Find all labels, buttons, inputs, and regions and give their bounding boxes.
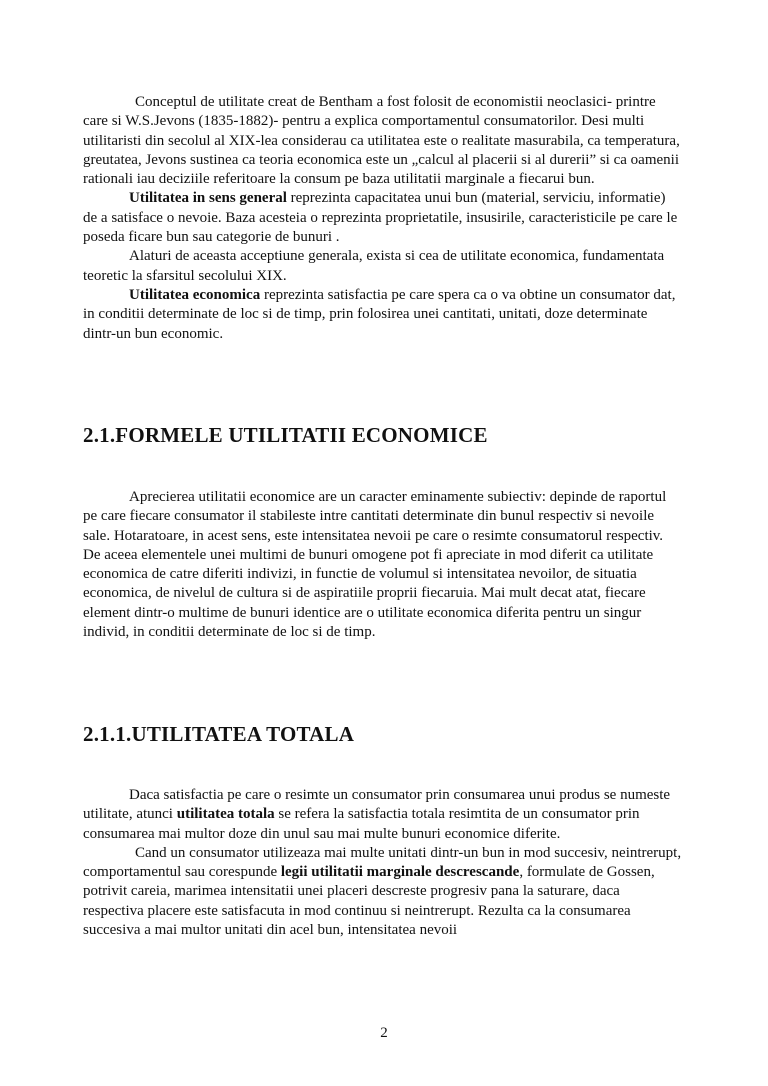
intro-paragraph-3-text: Alaturi de aceasta acceptiune generala, exista si cea de utilitate economica, fundamentata teoretic la sfarsitul secolului XIX.: [83, 248, 665, 284]
term-utilitatea-economica: Utilitatea economica: [129, 286, 261, 303]
intro-text: [83, 93, 683, 344]
intro-paragraph-3: [83, 247, 683, 286]
intro-paragraph-2-text: reprezinta capacitatea unui bun (material, serviciu, informatie) de a satisface o nevoie. Baza acesteia o reprezinta proprietatile, insusirile, caracteristicile pe care le poseda ficare bun sau categorie de bunuri .: [83, 190, 678, 246]
intro-paragraph-4-text: reprezinta satisfactia pe care spera ca o va obtine un consumator dat, in conditii determinate de loc si de timp, prin folosirea unei cantitati, unitati, doze determinate dintr-un bun economic.: [83, 286, 676, 342]
section-heading-formele-utilitatii: 2.1.FORMELE UTILITATII ECONOMICE: [83, 423, 488, 447]
section1-paragraph-1-text: Aprecierea utilitatii economice are un caracter eminamente subiectiv: depinde de raportul pe care fiecare consumator il stabileste intre cantitati determinate din bunul respectiv si nevoile sale. Hotaratoare, in acest sens, este intensitatea nevoii pe care o resimte consumatorul respectiv. De aceea elementele unei multimi de bunuri omogene pot fi apreciate in mod diferit ca utilitate economica de catre diferiti indivizi, in functie de volumul si intensitatea nevoilor, de situatia economica, de nivelul de cultura si de aspiratiile proprii fiecaruia. Mai mult decat atat, fiecare element dintr-o multime de bunuri identice are o utilitate economica diferita pentru un singur individ, in conditii determinate de loc si de timp.: [83, 489, 667, 641]
section2-paragraph-1: [83, 786, 683, 844]
section2-paragraph-2-text-a: Cand un consumator utilizeaza mai multe unitati dintr-un bun in mod succesiv, neintrerupt, comportamentul sau corespunde: [83, 844, 682, 881]
section-heading-utilitatea-totala: 2.1.1.UTILITATEA TOTALA: [83, 722, 355, 746]
page-number: 2: [380, 1025, 388, 1041]
section2-paragraph-2-text-b: , formulate de Gossen, potrivit careia, marimea intensitatii unei placeri descreste progresiv pana la saturare, daca respectiva placere este satisfacuta in mod continuu si neintrerupt. Rezulta ca la consumarea succesiva a mai multor unitati din acel bun, intensitatea nevoii: [83, 864, 655, 939]
term-utilitatea-totala: utilitatea totala: [176, 806, 275, 823]
intro-paragraph-1-text: Conceptul de utilitate creat de Bentham a fost folosit de economistii neoclasici- printre care si W.S.Jevons (1835-1882)- pentru a explica comportamentul consumatorilor. Desi multi utilitaristi din secolul al XIX-lea considerau ca utilitatea este o realitate masurabila, ca temperatura, greutatea, Jevons sustinea ca teoria economica este un „calcul al placerii si al durerii” si ca oamenii rationali iau deciziile referitoare la consum pe baza utilitatii marginale a fiecarui bun.: [83, 94, 680, 188]
intro-paragraph-2: [83, 189, 683, 247]
term-legii-utilitatii-marginale: legii utilitatii marginale descrescande: [280, 864, 520, 881]
section1-paragraph-1: [83, 488, 683, 642]
section2-paragraph-2: [83, 844, 683, 940]
term-utilitatea-in-sens-general: Utilitatea in sens general: [129, 190, 287, 207]
section2-paragraph-1-text-b: se refera la satisfactia totala resimtita de un consumator prin consumarea mai multor doze din unul sau mai multe bunuri economice diferite.: [83, 806, 640, 842]
intro-paragraph-4: [83, 286, 683, 344]
section2-text: [83, 786, 683, 940]
section2-paragraph-1-text-a: Daca satisfactia pe care o resimte un consumator prin consumarea unui produs se numeste utilitate, atunci: [83, 787, 671, 823]
intro-paragraph-1: [83, 93, 683, 189]
section1-text: [83, 488, 683, 642]
